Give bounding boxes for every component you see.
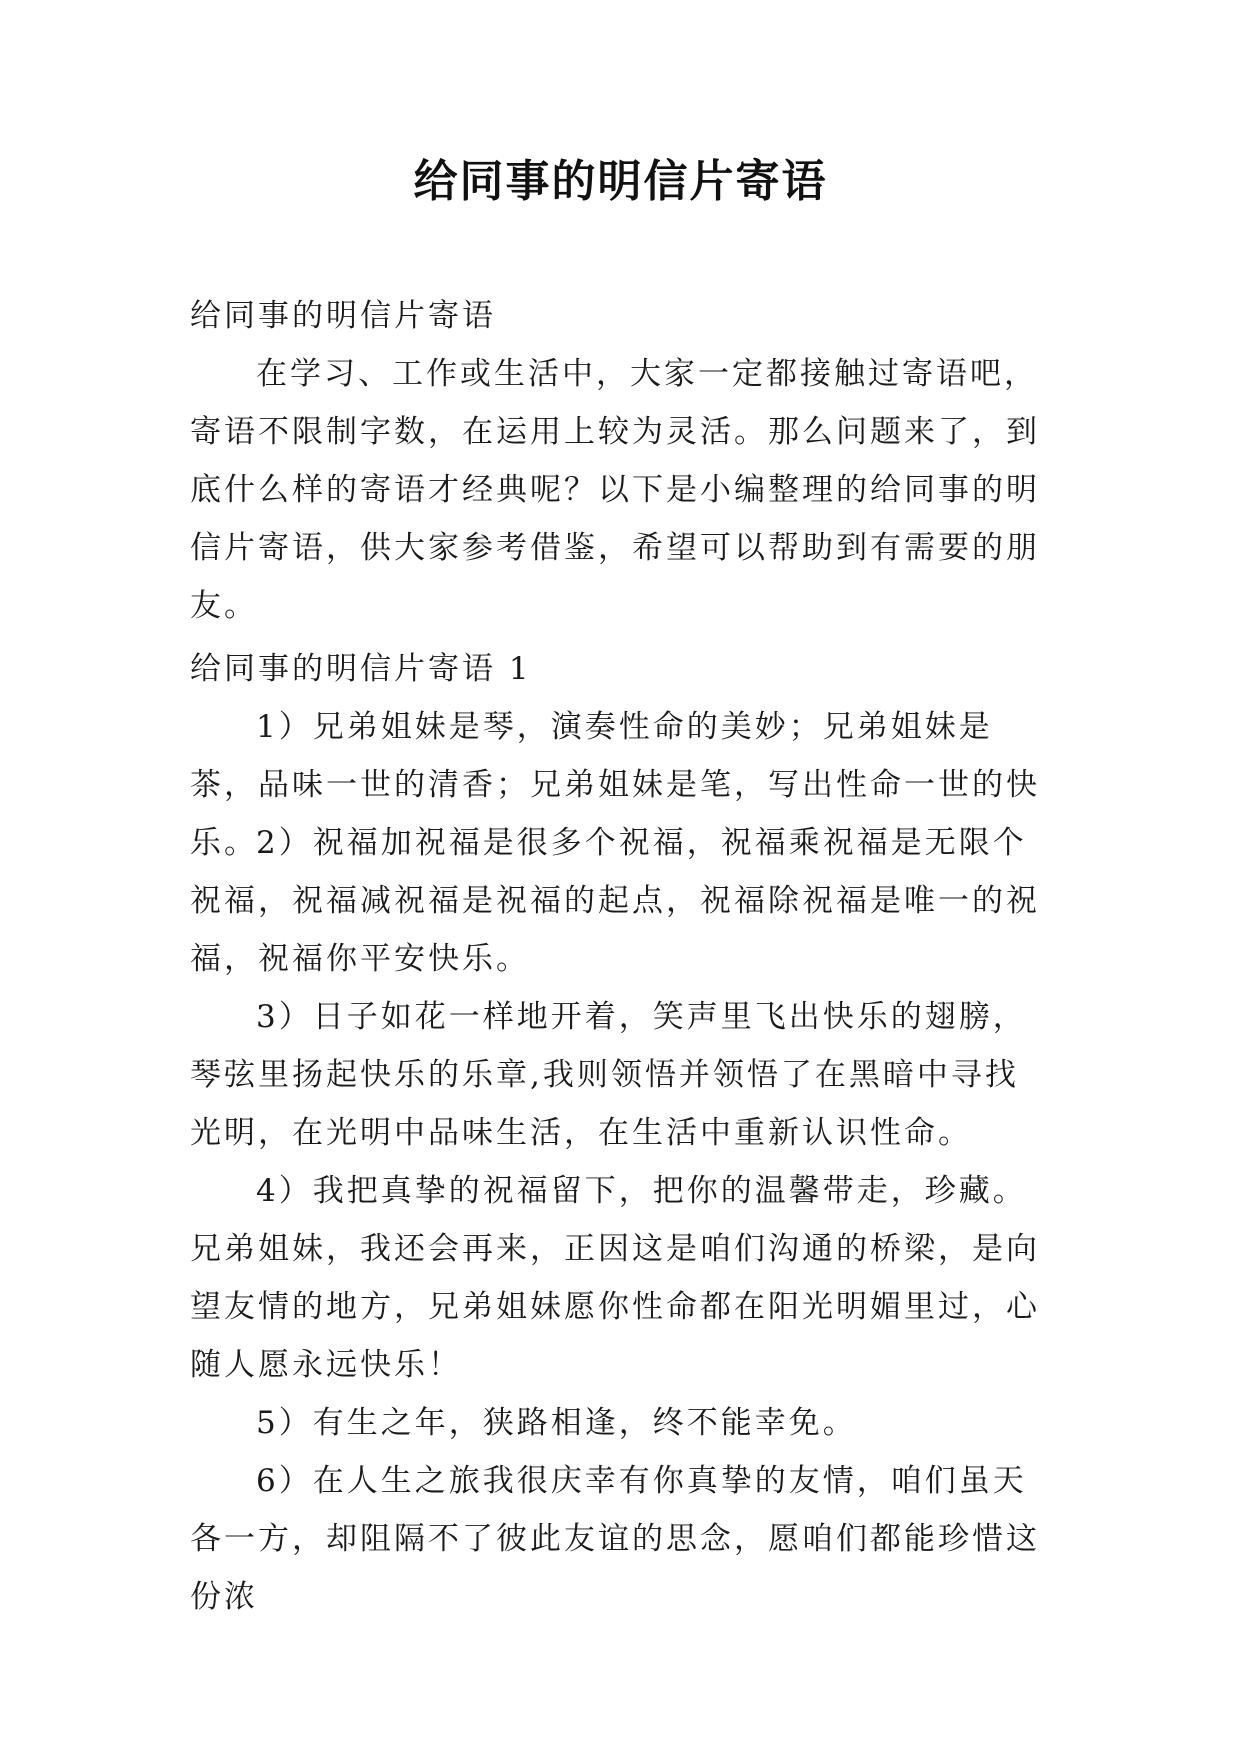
document-subtitle: 给同事的明信片寄语 [190,298,496,334]
document-title: 给同事的明信片寄语 [413,156,828,207]
list-item: 6）在人生之旅我很庆幸有你真挚的友情，咱们虽天各一方，却阻隔不了彼此友谊的思念，愿咱们都能珍惜这份浓 [190,1463,1040,1615]
list-item: 4）我把真挚的祝福留下，把你的温馨带走，珍藏。兄弟姐妹，我还会再来，正因这是咱们沟通的桥梁，是向望友情的地方，兄弟姐妹愿你性命都在阳光明媚里过，心随人愿永远快乐！ [190,1173,1040,1383]
intro-paragraph: 在学习、工作或生活中，大家一定都接触过寄语吧，寄语不限制字数，在运用上较为灵活。那么问题来了，到底什么样的寄语才经典呢？以下是小编整理的给同事的明信片寄语，供大家参考借鉴，希望可以帮助到有需要的朋友。 [190,356,1040,624]
list-item: 2）祝福加祝福是很多个祝福，祝福乘祝福是无限个祝福，祝福减祝福是祝福的起点，祝福除祝福是唯一的祝福，祝福你平安快乐。 [190,825,1040,977]
list-item: 5）有生之年，狭路相逢，终不能幸免。 [256,1405,857,1441]
list-item: 1）兄弟姐妹是琴，演奏性命的美妙；兄弟姐妹是茶，品味一世的清香；兄弟姐妹是笔，写出性命一世的快乐。 [190,709,1040,861]
section-heading: 给同事的明信片寄语 1 [190,651,532,687]
list-item: 3）日子如花一样地开着，笑声里飞出快乐的翅膀，琴弦里扬起快乐的乐章,我则领悟并领悟了在黑暗中寻找光明，在光明中品味生活，在生活中重新认识性命。 [190,999,1027,1151]
